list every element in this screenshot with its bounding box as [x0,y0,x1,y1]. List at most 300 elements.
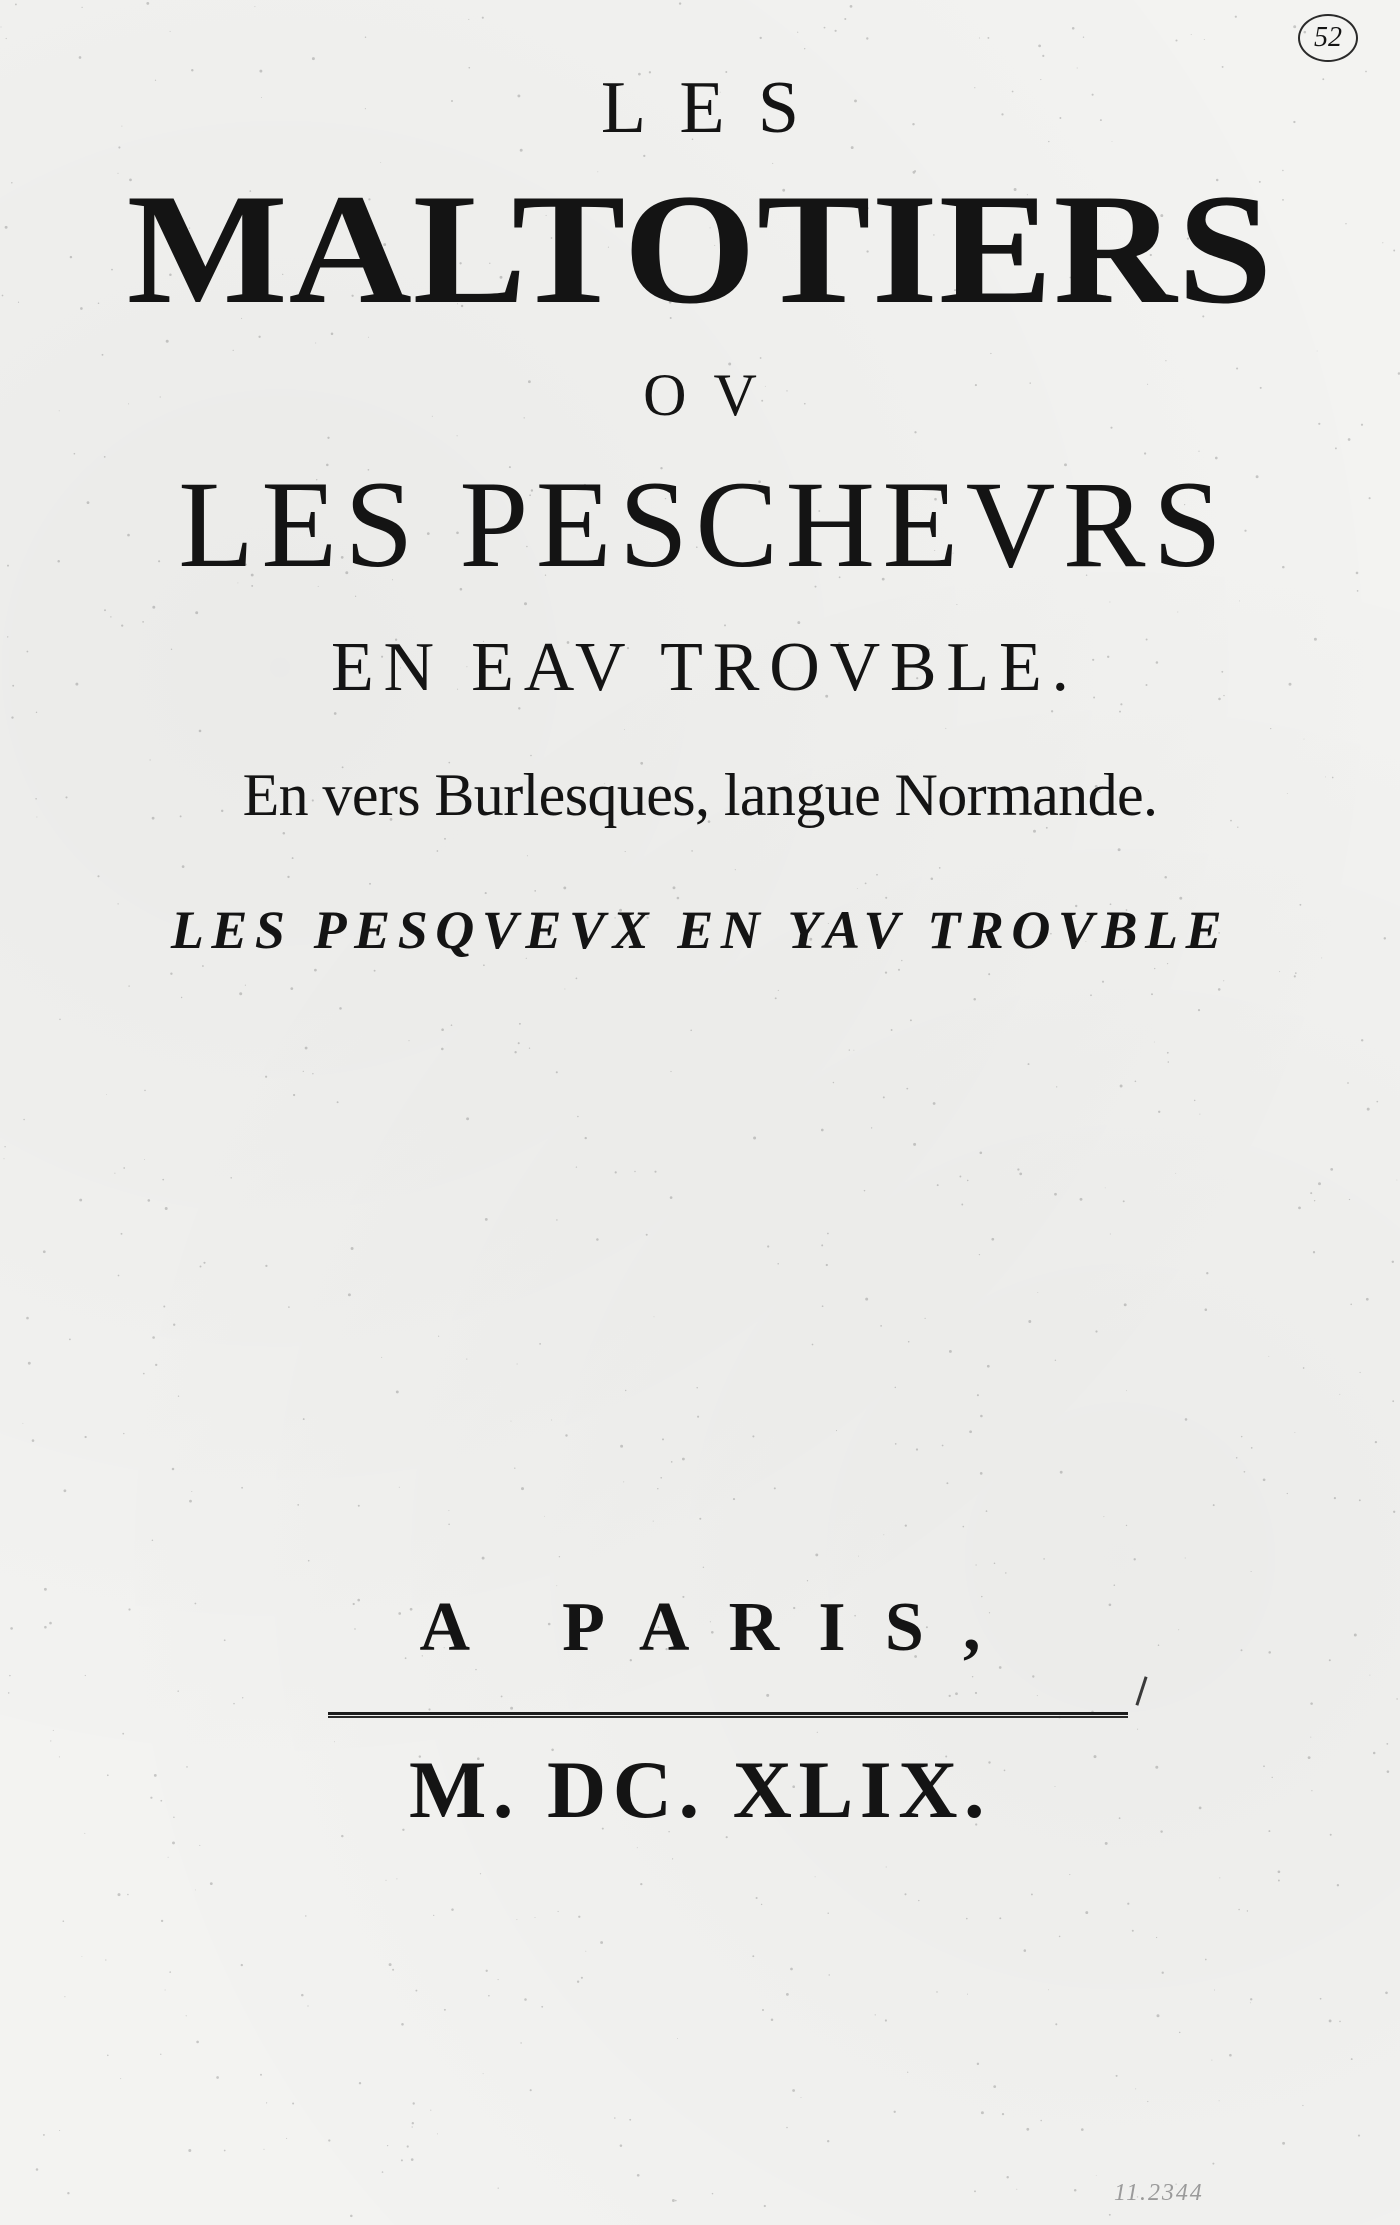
paper-speck [824,27,826,29]
paper-speck [643,155,645,157]
paper-speck [203,1262,205,1264]
paper-speck [1396,1180,1397,1181]
paper-speck [905,1524,907,1526]
paper-speck [1238,1909,1240,1911]
paper-speck [1393,1511,1395,1513]
paper-speck [979,37,980,38]
paper-speck [973,998,976,1001]
paper-speck [1005,1572,1006,1573]
paper-speck [541,2006,543,2008]
paper-speck [315,343,316,344]
paper-speck [1270,728,1271,729]
paper-speck [106,1094,107,1095]
paper-speck [1103,1516,1104,1517]
paper-speck [1223,980,1224,981]
paper-speck [994,1563,996,1565]
paper-speck [301,1994,304,1997]
paper-speck [107,2055,109,2057]
paper-speck [1213,1504,1215,1506]
paper-speck [1298,1207,1301,1210]
paper-speck [1396,1698,1397,1699]
paper-speck [1116,2075,1118,2077]
paper-speck [358,1505,360,1507]
paper-speck [120,2078,121,2079]
paper-speck [1199,1114,1200,1115]
paper-speck [1219,2100,1220,2101]
paper-speck [966,1918,968,1920]
paper-speck [918,1900,919,1901]
paper-speck [365,36,366,37]
paper-speck [1042,55,1044,57]
paper-speck [712,2193,714,2195]
paper-speck [835,30,837,32]
paper-speck [844,18,846,20]
paper-speck [355,596,356,597]
paper-speck [565,1434,567,1436]
paper-speck [807,1580,808,1581]
paper-speck [1205,1959,1207,1961]
paper-speck [1287,1493,1288,1494]
paper-speck [625,1390,626,1391]
paper-speck [67,2192,69,2194]
paper-speck [53,1730,54,1731]
paper-speck [26,1317,29,1320]
imprint-year: M. DC. XLIX. [408,1744,992,1835]
horizontal-rule [328,1712,1128,1718]
paper-speck [827,1233,829,1235]
paper-speck [520,149,523,152]
paper-speck [23,1119,25,1121]
paper-speck [511,1421,512,1422]
paper-speck [466,1359,467,1360]
paper-speck [521,1487,524,1490]
paper-speck [121,1233,123,1235]
paper-speck [1194,1100,1196,1102]
paper-speck [1060,1471,1063,1474]
paper-speck [169,1971,171,1973]
paper-speck [577,1980,579,1982]
paper-speck [199,1845,200,1846]
paper-speck [437,2133,438,2134]
paper-speck [1109,2214,1111,2216]
paper-speck [778,990,779,991]
paper-speck [441,1048,444,1051]
paper-speck [407,2145,409,2147]
paper-speck [1330,1168,1333,1171]
paper-speck [670,1196,673,1199]
paper-speck [1339,2021,1341,2023]
paper-speck [1212,2163,1214,2165]
paper-speck [396,1390,399,1393]
paper-speck [766,1694,769,1697]
paper-speck [640,1883,642,1885]
paper-speck [1310,1737,1311,1738]
paper-speck [946,1482,948,1484]
description-line: En vers Burlesques, langue Normande. [242,762,1158,828]
paper-speck [986,1510,988,1512]
paper-speck [933,1102,936,1105]
paper-speck [441,1028,444,1031]
paper-speck [1282,2142,1285,2145]
paper-speck [172,1841,175,1844]
paper-speck [43,2134,45,2136]
paper-speck [1250,1998,1252,2000]
paper-speck [1090,994,1092,996]
paper-speck [1302,2105,1303,2106]
paper-speck [121,624,123,626]
paper-speck [1032,1675,1034,1677]
paper-speck [821,1129,824,1132]
paper-speck [1357,590,1359,592]
paper-speck [1055,1360,1056,1361]
paper-speck [1251,1447,1253,1449]
paper-speck [949,1350,952,1353]
paper-speck [152,1540,154,1542]
paper-speck [1156,1937,1157,1938]
paper-speck [189,1500,192,1503]
paper-speck [1056,1086,1057,1087]
paper-speck [999,1917,1001,1919]
paper-speck [1185,1557,1186,1558]
pen-mark [1135,1676,1147,1705]
paper-speck [849,1049,850,1050]
paper-speck [1351,2058,1353,2060]
paper-speck [993,2085,996,2088]
paper-speck [1219,1877,1220,1878]
paper-speck [265,1076,267,1078]
paper-speck [1162,1972,1164,1974]
paper-speck [1105,1187,1106,1188]
paper-speck [517,1363,518,1364]
paper-speck [551,1420,552,1421]
paper-speck [412,2126,413,2127]
paper-speck [634,1171,635,1172]
paper-speck [519,1023,521,1025]
paper-speck [485,1218,488,1221]
paper-speck [1026,2128,1029,2131]
paper-speck [303,1418,305,1420]
paper-speck [654,1171,656,1173]
paper-speck [1137,1729,1138,1730]
paper-speck [556,1585,557,1586]
paper-speck [1293,25,1296,28]
paper-speck [524,602,527,605]
paper-speck [1214,1989,1215,1990]
paper-speck [438,1336,439,1337]
paper-speck [790,1968,793,1971]
paper-speck [977,2063,979,2065]
paper-speck [1294,975,1296,977]
paper-speck [764,2205,766,2207]
paper-speck [1043,1558,1045,1560]
paper-speck [239,992,242,995]
paper-speck [341,1835,343,1837]
paper-speck [1151,993,1153,995]
paper-speck [411,2158,414,2161]
paper-speck [980,1415,983,1418]
paper-speck [413,2102,415,2104]
paper-speck [241,1964,243,1966]
paper-speck [475,1669,476,1670]
paper-speck [1385,1992,1388,1995]
paper-speck [697,1416,699,1418]
paper-speck [1339,1394,1340,1395]
paper-speck [1154,1042,1155,1043]
paper-speck [288,1306,290,1308]
paper-speck [85,1675,86,1676]
paper-speck [1037,1695,1038,1696]
paper-speck [437,850,439,852]
paper-speck [374,970,376,972]
paper-speck [1250,2002,1251,2003]
paper-speck [916,1448,918,1450]
paper-speck [143,1373,145,1375]
paper-speck [283,832,286,835]
paper-speck [173,1324,175,1326]
paper-speck [677,2038,678,2039]
paper-speck [961,1204,963,1206]
paper-speck [786,1993,789,1996]
paper-speck [9,1675,10,1676]
paper-speck [265,1265,267,1267]
paper-speck [224,2150,226,2152]
paper-speck [1114,1584,1116,1586]
paper-speck [876,874,878,876]
paper-speck [1335,447,1337,449]
paper-speck [1109,601,1110,602]
paper-speck [1337,1884,1339,1886]
paper-speck [1244,1471,1246,1473]
paper-speck [1096,2175,1097,2176]
paper-speck [118,1893,121,1896]
paper-speck [36,2168,39,2171]
paper-speck [11,716,13,718]
paper-speck [1037,1292,1038,1293]
paper-speck [128,985,129,986]
paper-speck [448,1510,449,1511]
paper-speck [146,2,149,5]
paper-speck [520,2042,521,2043]
paper-speck [875,2014,876,2015]
paper-speck [1028,1063,1030,1065]
paper-speck [1229,2054,1232,2057]
paper-speck [1334,1497,1336,1499]
paper-speck [482,17,484,19]
paper-speck [1361,1039,1363,1041]
paper-speck [260,2074,262,2076]
paper-speck [564,989,565,990]
paper-speck [97,875,99,877]
paper-speck [534,890,536,892]
paper-speck [339,1007,342,1010]
paper-speck [1268,1356,1269,1357]
paper-speck [836,1430,837,1431]
paper-speck [233,1703,235,1705]
paper-speck [359,2082,361,2084]
paper-speck [152,606,155,609]
paper-speck [1320,1998,1322,2000]
paper-speck [980,1472,983,1475]
paper-speck [1279,971,1280,972]
paper-speck [348,1293,351,1296]
paper-speck [241,1487,243,1489]
paper-speck [297,1504,299,1506]
paper-speck [672,1858,673,1859]
paper-speck [216,2076,219,2079]
paper-speck [987,37,989,39]
paper-speck [761,1904,762,1905]
paper-speck [815,1553,818,1556]
paper-speck [981,2111,984,2114]
paper-speck [987,1365,990,1368]
paper-speck [925,1318,926,1319]
paper-speck [369,883,371,885]
paper-speck [8,1692,10,1694]
paper-speck [412,2122,414,2124]
paper-speck [991,1238,994,1241]
paper-speck [939,867,941,869]
paper-speck [895,1443,897,1445]
paper-speck [1392,1400,1394,1402]
paper-speck [956,604,957,605]
paper-speck [84,1436,86,1438]
paper-speck [682,1458,685,1461]
paper-speck [381,1357,382,1358]
paper-speck [312,1073,313,1074]
paper-speck [906,1088,908,1090]
paper-speck [1016,2189,1017,2190]
paper-speck [974,2190,976,2192]
paper-speck [498,2187,499,2188]
paper-speck [303,1071,304,1072]
paper-speck [444,838,446,840]
paper-speck [827,2140,829,2142]
paper-speck [79,56,82,59]
paper-speck [1102,981,1104,983]
paper-speck [990,353,991,354]
paper-speck [577,1116,579,1118]
paper-speck [105,1959,106,1960]
paper-speck [535,1917,536,1918]
paper-speck [703,1567,704,1568]
paper-speck [79,1199,82,1202]
paper-speck [1204,39,1205,40]
paper-speck [733,1498,735,1500]
paper-speck [1310,1702,1313,1705]
paper-speck [514,1468,515,1469]
paper-speck [483,2073,484,2074]
paper-speck [142,621,144,623]
paper-speck [144,1159,145,1160]
paper-speck [314,969,317,972]
paper-speck [988,973,990,975]
paper-speck [576,1166,577,1167]
paper-speck [1017,1168,1019,1170]
paper-speck [671,1461,673,1463]
paper-speck [760,357,762,359]
paper-speck [1147,2101,1148,2102]
paper-speck [1218,988,1221,991]
paper-speck [328,2139,330,2141]
paper-speck [752,1435,754,1437]
paper-speck [1251,1571,1252,1572]
paper-speck [600,1941,603,1944]
paper-speck [118,1275,120,1277]
paper-speck [1054,1193,1057,1196]
paper-speck [287,876,289,878]
paper-speck [161,1920,163,1922]
paper-speck [172,1468,175,1471]
paper-speck [969,1430,972,1433]
paper-speck [812,1344,814,1346]
paper-speck [775,997,777,999]
paper-speck [1167,963,1168,964]
paper-speck [1168,1061,1170,1063]
paper-speck [679,2,681,4]
paper-speck [448,1524,450,1526]
paper-speck [196,2041,199,2044]
paper-speck [752,1955,754,1957]
paper-speck [1006,2176,1008,2178]
paper-speck [1350,1304,1352,1306]
paper-speck [1055,2023,1057,2025]
paper-speck [1154,968,1155,969]
paper-speck [466,1117,469,1120]
imprint-place: A PARIS, [419,1589,1020,1666]
paper-speck [110,616,111,617]
paper-speck [563,886,566,889]
paper-speck [4,1158,5,1159]
paper-speck [1002,2113,1004,2115]
paper-speck [625,851,626,852]
paper-speck [1206,1272,1208,1274]
paper-speck [931,877,934,880]
paper-speck [188,2149,191,2152]
paper-speck [482,1557,485,1560]
paper-speck [351,1247,354,1250]
paper-speck [864,1190,866,1192]
paper-speck [266,2102,267,2103]
paper-speck [1028,1320,1031,1323]
paper-speck [894,2111,896,2113]
paper-speck [1123,1200,1125,1202]
paper-speck [1241,1436,1242,1437]
paper-speck [22,1423,23,1424]
paper-speck [457,435,458,436]
paper-speck [1124,1303,1127,1306]
paper-speck [428,1708,430,1710]
paper-speck [696,1387,697,1388]
paper-speck [199,730,202,733]
paper-speck [786,2127,788,2129]
paper-speck [797,621,800,624]
paper-speck [387,2145,388,2146]
paper-speck [163,1305,165,1307]
paper-speck [977,1394,979,1396]
paper-speck [942,1445,944,1447]
paper-speck [444,2009,446,2011]
paper-speck [895,1387,897,1389]
paper-speck [1072,27,1075,30]
paper-speck [392,1969,394,1971]
paper-speck [165,1990,166,1991]
paper-speck [530,755,532,757]
paper-speck [620,1445,623,1448]
paper-speck [396,1878,397,1879]
paper-speck [885,2019,887,2021]
paper-speck [654,1316,655,1317]
paper-speck [1294,1432,1295,1433]
